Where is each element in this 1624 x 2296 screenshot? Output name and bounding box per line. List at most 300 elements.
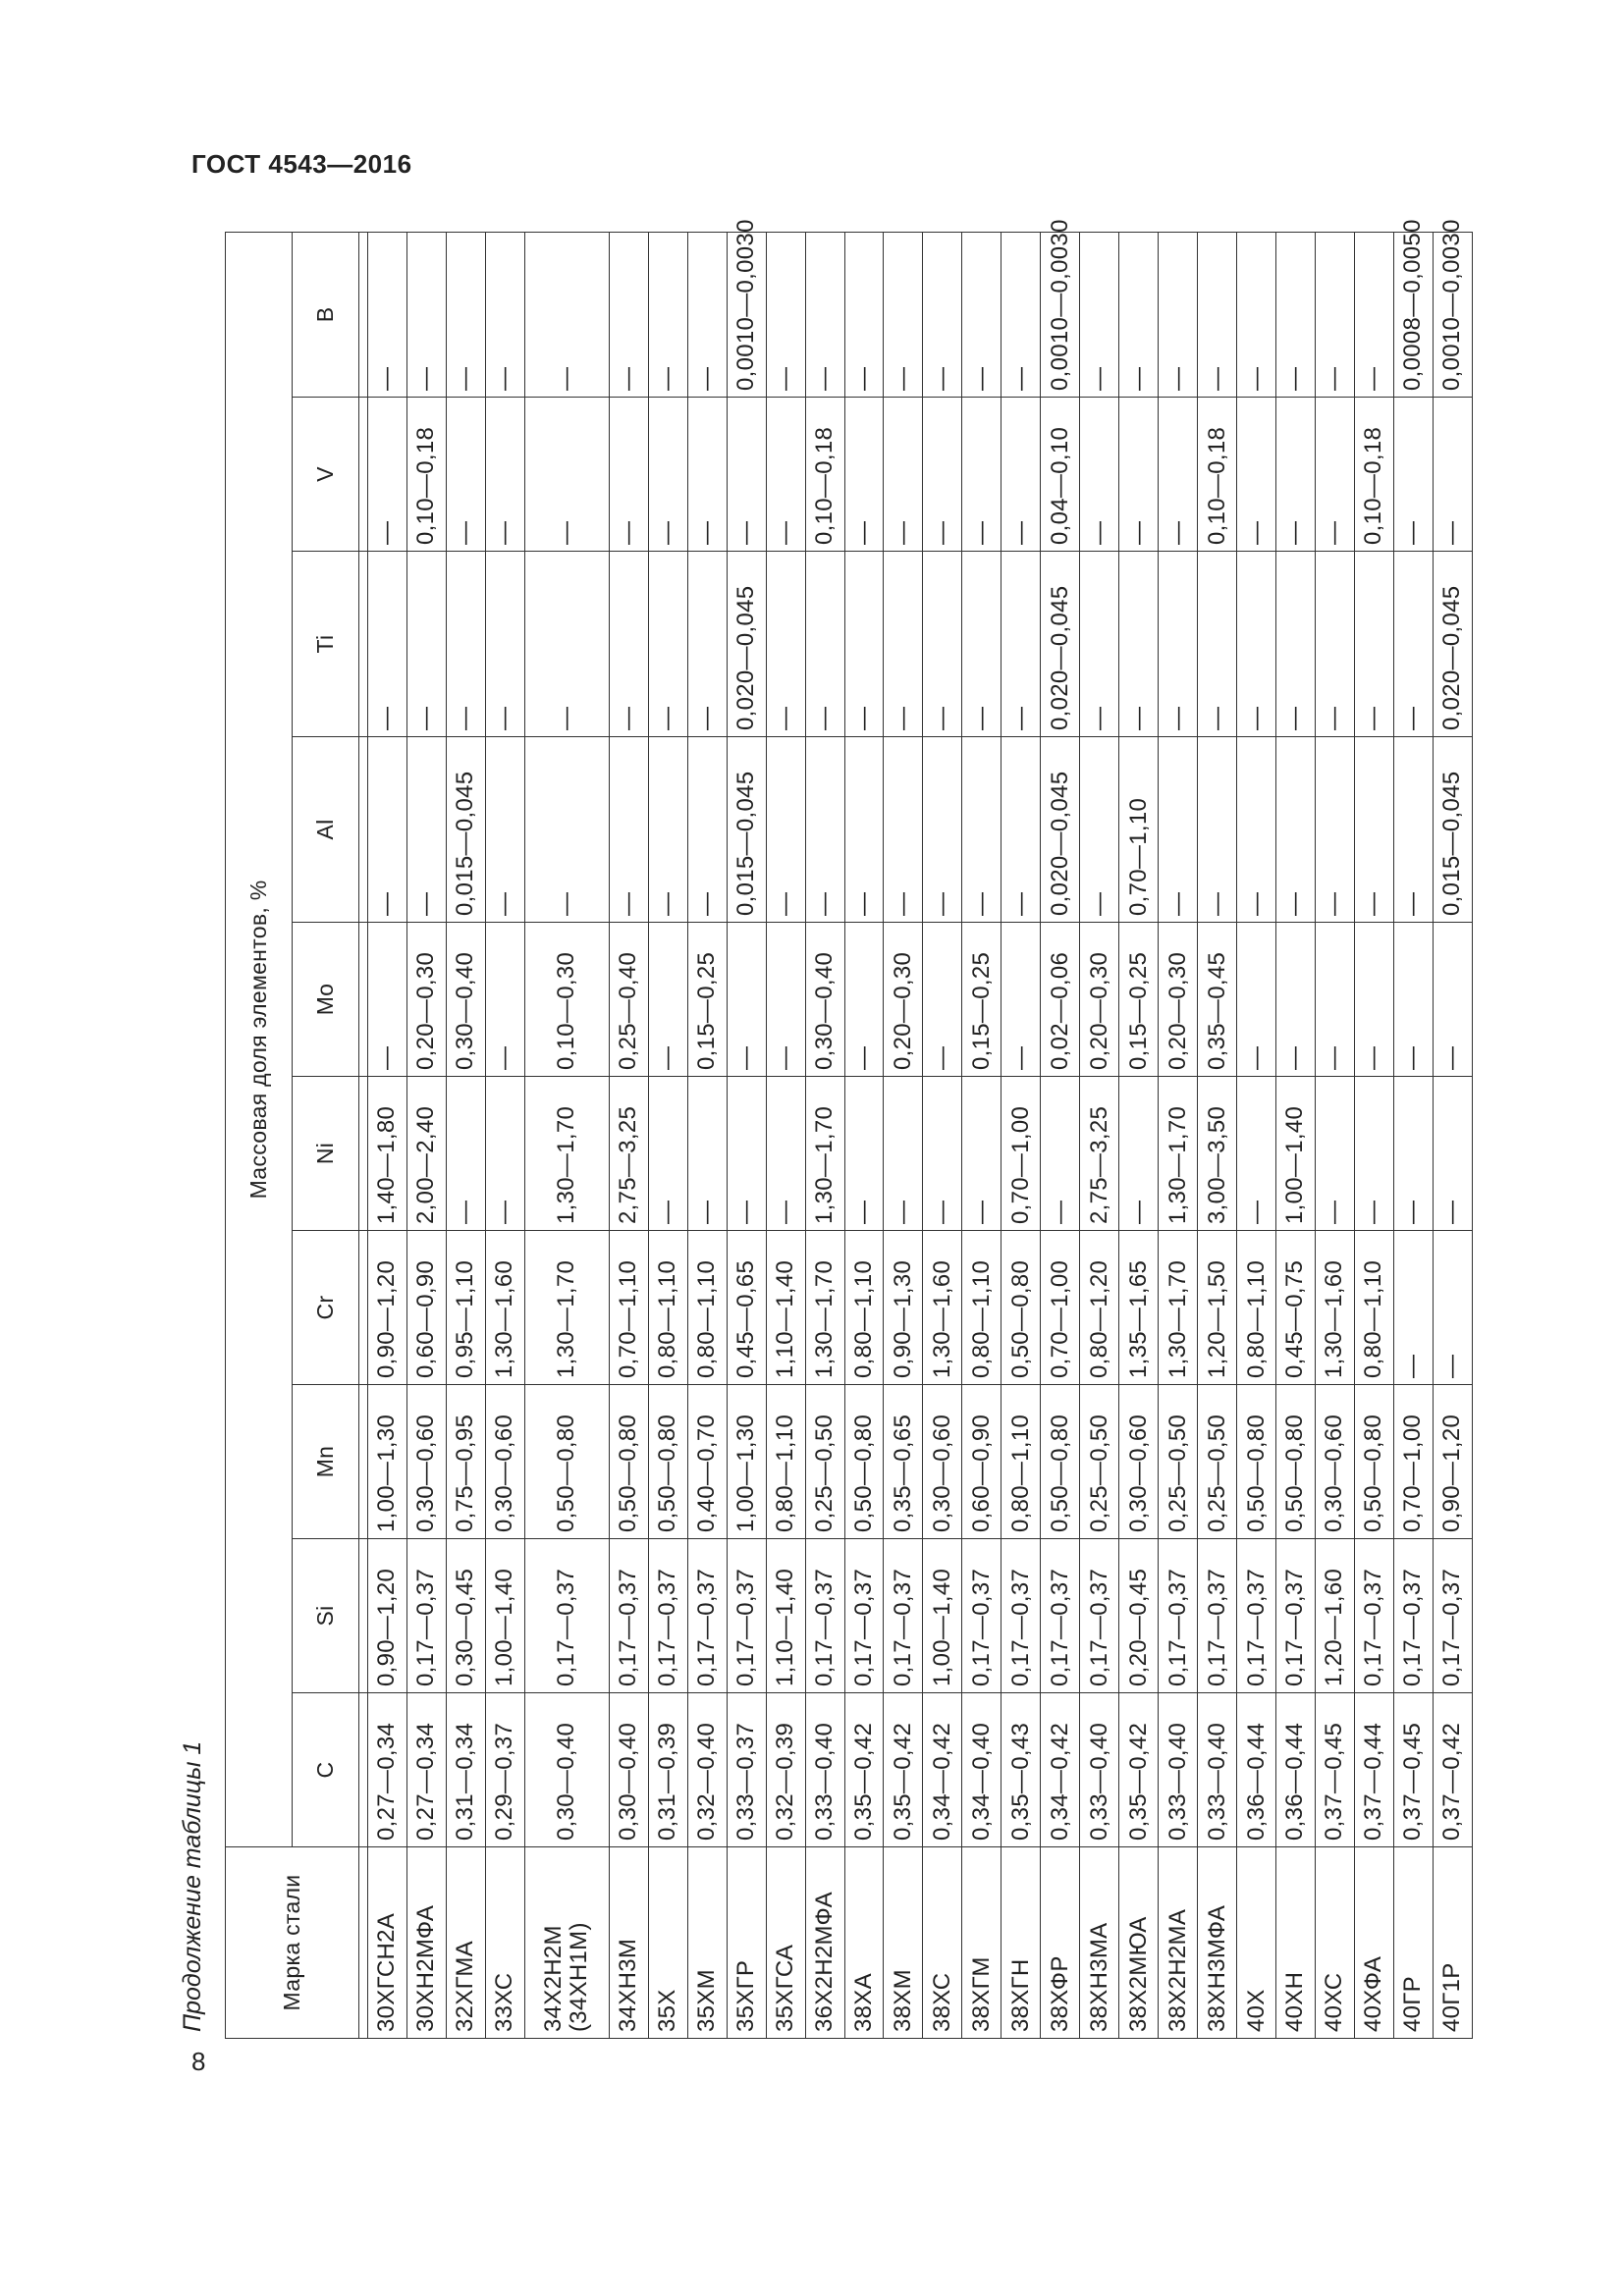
value-cell-si: 0,17—0,37 (844, 1539, 884, 1693)
value-cell-al: — (1354, 737, 1393, 923)
value-cell-mn: 0,60—0,90 (962, 1385, 1001, 1539)
value-cell-c: 0,37—0,45 (1393, 1693, 1433, 1847)
value-cell-al: — (406, 737, 446, 923)
value-cell-cr: 0,80—1,10 (1237, 1231, 1276, 1385)
value-cell-ni: 3,00—3,50 (1198, 1077, 1237, 1231)
value-cell-ti: — (687, 552, 727, 737)
value-cell-b: — (687, 232, 727, 397)
value-cell-cr: 0,95—1,10 (446, 1231, 485, 1385)
value-cell-mo: 0,20—0,30 (1080, 923, 1119, 1077)
table-row (1119, 232, 1159, 2038)
value-cell-c: 0,37—0,45 (1315, 1693, 1354, 1847)
steel-grade-cell: 30ХН2МФА (406, 1847, 446, 2039)
value-cell-ni: — (1393, 1077, 1433, 1231)
value-cell-ni: — (844, 1077, 884, 1231)
value-cell-al: — (805, 737, 844, 923)
value-cell-mn: 0,35—0,65 (884, 1385, 923, 1539)
value-cell-b: — (609, 232, 648, 397)
table-caption: Продолжение таблицы 1 (179, 1740, 206, 2032)
value-cell-c: 0,35—0,43 (1001, 1693, 1041, 1847)
rotated-table-wrapper (225, 219, 1473, 2039)
value-cell-mo: — (844, 923, 884, 1077)
value-cell-ni: — (884, 1077, 923, 1231)
value-cell-mo: — (1433, 923, 1472, 1077)
value-cell-v: — (485, 398, 524, 552)
value-cell-v: — (1315, 398, 1354, 552)
value-cell-ni: — (1119, 1077, 1159, 1231)
value-cell-c: 0,27—0,34 (406, 1693, 446, 1847)
value-cell-v: — (962, 398, 1001, 552)
table-row (648, 232, 687, 2038)
value-cell-mn: 0,40—0,70 (687, 1385, 727, 1539)
steel-grade-cell: 32ХГМА (446, 1847, 485, 2039)
element-header: Ti (293, 552, 359, 737)
value-cell-mn: 0,30—0,60 (1315, 1385, 1354, 1539)
value-cell-c: 0,31—0,39 (648, 1693, 687, 1847)
value-cell-ti: — (1198, 552, 1237, 737)
table-row (1159, 232, 1198, 2038)
value-cell-al: 0,020—0,045 (1041, 737, 1080, 923)
table-row (844, 232, 884, 2038)
value-cell-si: 0,17—0,37 (406, 1539, 446, 1693)
value-cell-mn: 0,30—0,60 (1119, 1385, 1159, 1539)
value-cell-c: 0,34—0,42 (923, 1693, 962, 1847)
value-cell-v: 0,10—0,18 (1198, 398, 1237, 552)
value-cell-b: 0,0010—0,0030 (1041, 232, 1080, 397)
value-cell-v: 0,10—0,18 (406, 398, 446, 552)
value-cell-b: — (1119, 232, 1159, 397)
element-header: Mo (293, 923, 359, 1077)
table-row (1315, 232, 1354, 2038)
steel-grade-cell: 35ХГР (727, 1847, 766, 2039)
value-cell-cr: 0,45—0,75 (1276, 1231, 1316, 1385)
value-cell-mo: 0,10—0,30 (524, 923, 609, 1077)
table-row (1001, 232, 1041, 2038)
value-cell-c: 0,33—0,37 (727, 1693, 766, 1847)
value-cell-si: 0,17—0,37 (609, 1539, 648, 1693)
value-cell-ti: — (1237, 552, 1276, 737)
value-cell-si: 1,10—1,40 (766, 1539, 805, 1693)
value-cell-mn: 0,75—0,95 (446, 1385, 485, 1539)
value-cell-cr: 1,30—1,70 (1159, 1231, 1198, 1385)
value-cell-b: — (1237, 232, 1276, 397)
value-cell-v: — (609, 398, 648, 552)
value-cell-al: — (368, 737, 407, 923)
value-cell-ni: — (923, 1077, 962, 1231)
value-cell-cr: 1,20—1,50 (1198, 1231, 1237, 1385)
value-cell-v: — (1119, 398, 1159, 552)
value-cell-al: — (884, 737, 923, 923)
steel-composition-table (225, 219, 1473, 2039)
value-cell-si: 1,00—1,40 (923, 1539, 962, 1693)
value-cell-ni: — (1315, 1077, 1354, 1231)
table-row (766, 232, 805, 2038)
element-header: C (293, 1693, 359, 1847)
value-cell-mo: 0,20—0,30 (884, 923, 923, 1077)
value-cell-c: 0,34—0,42 (1041, 1693, 1080, 1847)
value-cell-cr: 1,10—1,40 (766, 1231, 805, 1385)
value-cell-mo: — (1315, 923, 1354, 1077)
value-cell-c: 0,34—0,40 (962, 1693, 1001, 1847)
value-cell-c: 0,32—0,39 (766, 1693, 805, 1847)
value-cell-cr: — (1393, 1231, 1433, 1385)
value-cell-ti: — (1159, 552, 1198, 737)
value-cell-ti: — (923, 552, 962, 737)
table-row (1237, 232, 1276, 2038)
table-row (1276, 232, 1316, 2038)
value-cell-cr: 1,35—1,65 (1119, 1231, 1159, 1385)
value-cell-b: — (1001, 232, 1041, 397)
value-cell-al: — (485, 737, 524, 923)
value-cell-mo: 0,02—0,06 (1041, 923, 1080, 1077)
value-cell-v: — (1080, 398, 1119, 552)
value-cell-al: 0,015—0,045 (1433, 737, 1472, 923)
value-cell-b: — (1315, 232, 1354, 397)
value-cell-si: 0,17—0,37 (1237, 1539, 1276, 1693)
value-cell-c: 0,32—0,40 (687, 1693, 727, 1847)
value-cell-b: — (1354, 232, 1393, 397)
value-cell-mo: 0,30—0,40 (805, 923, 844, 1077)
value-cell-mn: 0,50—0,80 (1041, 1385, 1080, 1539)
element-header: V (293, 398, 359, 552)
value-cell-al: 0,70—1,10 (1119, 737, 1159, 923)
value-cell-b: — (368, 232, 407, 397)
steel-grade-cell: 40ХФА (1354, 1847, 1393, 2039)
table-row (1198, 232, 1237, 2038)
value-cell-ni: — (1237, 1077, 1276, 1231)
value-cell-v: 0,10—0,18 (1354, 398, 1393, 552)
value-cell-si: 0,17—0,37 (962, 1539, 1001, 1693)
value-cell-si: 0,17—0,37 (1198, 1539, 1237, 1693)
table-row (1433, 232, 1472, 2038)
value-cell-al: — (1315, 737, 1354, 923)
value-cell-cr: 0,90—1,30 (884, 1231, 923, 1385)
table-body (368, 219, 1473, 2038)
value-cell-v: 0,10—0,18 (805, 398, 844, 552)
value-cell-cr: 0,45—0,65 (727, 1231, 766, 1385)
value-cell-ni: 2,75—3,25 (1080, 1077, 1119, 1231)
value-cell-al: — (962, 737, 1001, 923)
steel-grade-cell: 38ХА (844, 1847, 884, 2039)
steel-grade-cell: 38ХГН (1001, 1847, 1041, 2039)
value-cell-ni: 1,40—1,80 (368, 1077, 407, 1231)
value-cell-b: — (962, 232, 1001, 397)
element-header: Si (293, 1539, 359, 1693)
table-row (609, 232, 648, 2038)
value-cell-ti: — (805, 552, 844, 737)
value-cell-si: 0,17—0,37 (1159, 1539, 1198, 1693)
value-cell-ni: — (687, 1077, 727, 1231)
table-row (1354, 232, 1393, 2038)
value-cell-si: 0,17—0,37 (524, 1539, 609, 1693)
value-cell-v: — (1433, 398, 1472, 552)
value-cell-mn: 0,50—0,80 (844, 1385, 884, 1539)
value-cell-mn: 0,30—0,60 (406, 1385, 446, 1539)
value-cell-mo: — (923, 923, 962, 1077)
value-cell-c: 0,35—0,42 (844, 1693, 884, 1847)
value-cell-mn: 0,50—0,80 (648, 1385, 687, 1539)
value-cell-si: 1,00—1,40 (485, 1539, 524, 1693)
value-cell-mn: 0,80—1,10 (766, 1385, 805, 1539)
value-cell-al: — (1159, 737, 1198, 923)
value-cell-al: — (1276, 737, 1316, 923)
value-cell-ni: 1,30—1,70 (524, 1077, 609, 1231)
value-cell-mo: — (727, 923, 766, 1077)
value-cell-mn: 0,50—0,80 (1354, 1385, 1393, 1539)
value-cell-cr: 1,30—1,60 (485, 1231, 524, 1385)
value-cell-si: 0,30—0,45 (446, 1539, 485, 1693)
steel-grade-cell: 35Х (648, 1847, 687, 2039)
value-cell-al: 0,015—0,045 (727, 737, 766, 923)
value-cell-mo: 0,20—0,30 (406, 923, 446, 1077)
value-cell-al: — (687, 737, 727, 923)
value-cell-b: — (524, 232, 609, 397)
steel-grade-cell: 38ХН3МФА (1198, 1847, 1237, 2039)
value-cell-c: 0,33—0,40 (1159, 1693, 1198, 1847)
value-cell-c: 0,36—0,44 (1276, 1693, 1316, 1847)
table-row (727, 232, 766, 2038)
value-cell-ti: — (1354, 552, 1393, 737)
value-cell-al: — (1080, 737, 1119, 923)
value-cell-cr: 0,60—0,90 (406, 1231, 446, 1385)
value-cell-v: — (766, 398, 805, 552)
grade-column-header: Марка стали (226, 1847, 359, 2039)
steel-grade-cell: 34Х2Н2М (34ХН1М) (524, 1847, 609, 2039)
steel-grade-cell: 40Х (1237, 1847, 1276, 2039)
value-cell-mo: — (1354, 923, 1393, 1077)
value-cell-al: — (648, 737, 687, 923)
value-cell-ti: 0,020—0,045 (1041, 552, 1080, 737)
value-cell-ti: — (368, 552, 407, 737)
value-cell-mn: 0,50—0,80 (1237, 1385, 1276, 1539)
value-cell-b: — (648, 232, 687, 397)
value-cell-mn: 0,50—0,80 (524, 1385, 609, 1539)
value-cell-al: — (766, 737, 805, 923)
value-cell-ti: — (1393, 552, 1433, 737)
value-cell-ti: — (1080, 552, 1119, 737)
value-cell-mn: 0,25—0,50 (1080, 1385, 1119, 1539)
value-cell-cr: 0,80—1,10 (687, 1231, 727, 1385)
value-cell-c: 0,27—0,34 (368, 1693, 407, 1847)
value-cell-v: — (446, 398, 485, 552)
document-header: ГОСТ 4543—2016 (191, 149, 412, 179)
value-cell-si: 0,17—0,37 (1041, 1539, 1080, 1693)
value-cell-ni: — (648, 1077, 687, 1231)
value-cell-mn: 0,50—0,80 (1276, 1385, 1316, 1539)
steel-grade-cell: 40Г1Р (1433, 1847, 1472, 2039)
value-cell-c: 0,31—0,34 (446, 1693, 485, 1847)
element-header: Cr (293, 1231, 359, 1385)
value-cell-mo: — (1276, 923, 1316, 1077)
value-cell-ni: — (1354, 1077, 1393, 1231)
value-cell-ni: 1,30—1,70 (1159, 1077, 1198, 1231)
mass-fraction-header: Массовая доля элементов, % (226, 232, 293, 1846)
value-cell-c: 0,36—0,44 (1237, 1693, 1276, 1847)
value-cell-v: — (1159, 398, 1198, 552)
steel-grade-cell: 33ХС (485, 1847, 524, 2039)
value-cell-mn: 0,50—0,80 (609, 1385, 648, 1539)
table-row (446, 232, 485, 2038)
value-cell-c: 0,30—0,40 (609, 1693, 648, 1847)
value-cell-al: — (524, 737, 609, 923)
value-cell-ni: 1,00—1,40 (1276, 1077, 1316, 1231)
value-cell-ni: — (1433, 1077, 1472, 1231)
value-cell-al: 0,015—0,045 (446, 737, 485, 923)
value-cell-cr: 0,80—1,10 (844, 1231, 884, 1385)
steel-grade-cell: 40ХС (1315, 1847, 1354, 2039)
table-row (485, 232, 524, 2038)
value-cell-si: 0,17—0,37 (1080, 1539, 1119, 1693)
value-cell-ti: — (524, 552, 609, 737)
value-cell-cr: 1,30—1,60 (1315, 1231, 1354, 1385)
value-cell-si: 0,17—0,37 (1001, 1539, 1041, 1693)
steel-grade-cell: 38ХМ (884, 1847, 923, 2039)
value-cell-cr: — (1433, 1231, 1472, 1385)
value-cell-ni: 0,70—1,00 (1001, 1077, 1041, 1231)
value-cell-si: 0,90—1,20 (368, 1539, 407, 1693)
value-cell-mn: 0,30—0,60 (485, 1385, 524, 1539)
value-cell-v: — (1001, 398, 1041, 552)
value-cell-mn: 0,25—0,50 (1198, 1385, 1237, 1539)
value-cell-ni: 1,30—1,70 (805, 1077, 844, 1231)
value-cell-si: 0,17—0,37 (1393, 1539, 1433, 1693)
value-cell-si: 1,20—1,60 (1315, 1539, 1354, 1693)
element-header: Ni (293, 1077, 359, 1231)
value-cell-ti: 0,020—0,045 (1433, 552, 1472, 737)
steel-grade-cell: 40ХН (1276, 1847, 1316, 2039)
value-cell-si: 0,17—0,37 (687, 1539, 727, 1693)
value-cell-b: — (805, 232, 844, 397)
value-cell-mo: — (368, 923, 407, 1077)
value-cell-al: — (1393, 737, 1433, 923)
value-cell-c: 0,35—0,42 (1119, 1693, 1159, 1847)
element-header: Mn (293, 1385, 359, 1539)
value-cell-ti: — (446, 552, 485, 737)
value-cell-si: 0,17—0,37 (727, 1539, 766, 1693)
value-cell-mn: 0,70—1,00 (1393, 1385, 1433, 1539)
table-row (805, 232, 844, 2038)
value-cell-c: 0,33—0,40 (805, 1693, 844, 1847)
value-cell-v: — (727, 398, 766, 552)
value-cell-cr: 1,30—1,60 (923, 1231, 962, 1385)
value-cell-c: 0,30—0,40 (524, 1693, 609, 1847)
value-cell-cr: 0,80—1,10 (962, 1231, 1001, 1385)
value-cell-mo: — (1001, 923, 1041, 1077)
value-cell-ti: — (766, 552, 805, 737)
value-cell-ni: — (485, 1077, 524, 1231)
value-cell-ti: — (1315, 552, 1354, 737)
value-cell-mn: 0,30—0,60 (923, 1385, 962, 1539)
value-cell-ni: — (962, 1077, 1001, 1231)
page-number: 8 (191, 2047, 206, 2076)
table-row (368, 232, 407, 2038)
value-cell-al: — (1198, 737, 1237, 923)
value-cell-mn: 1,00—1,30 (368, 1385, 407, 1539)
value-cell-mo: — (485, 923, 524, 1077)
steel-grade-cell: 38ХС (923, 1847, 962, 2039)
value-cell-v: — (368, 398, 407, 552)
value-cell-al: — (844, 737, 884, 923)
value-cell-v: — (923, 398, 962, 552)
table-row (406, 232, 446, 2038)
value-cell-ti: — (406, 552, 446, 737)
value-cell-v: — (687, 398, 727, 552)
value-cell-mn: 0,25—0,50 (1159, 1385, 1198, 1539)
value-cell-mo: — (648, 923, 687, 1077)
table-row (1041, 232, 1080, 2038)
value-cell-mo: — (766, 923, 805, 1077)
value-cell-b: — (1276, 232, 1316, 397)
value-cell-ni: 2,00—2,40 (406, 1077, 446, 1231)
value-cell-v: — (1237, 398, 1276, 552)
table-row (923, 232, 962, 2038)
value-cell-v: — (884, 398, 923, 552)
table-row (1393, 232, 1433, 2038)
value-cell-v: — (1276, 398, 1316, 552)
value-cell-ti: — (884, 552, 923, 737)
steel-grade-cell: 40ГР (1393, 1847, 1433, 2039)
value-cell-ti: — (1001, 552, 1041, 737)
value-cell-mo: — (1393, 923, 1433, 1077)
table-row (1080, 232, 1119, 2038)
value-cell-c: 0,35—0,42 (884, 1693, 923, 1847)
value-cell-cr: 0,80—1,20 (1080, 1231, 1119, 1385)
value-cell-ti: — (1119, 552, 1159, 737)
value-cell-b: 0,0010—0,0030 (1433, 232, 1472, 397)
value-cell-mo: 0,30—0,40 (446, 923, 485, 1077)
value-cell-cr: 0,50—0,80 (1001, 1231, 1041, 1385)
value-cell-si: 0,17—0,37 (805, 1539, 844, 1693)
value-cell-ti: — (962, 552, 1001, 737)
steel-grade-cell: 38ХГМ (962, 1847, 1001, 2039)
value-cell-ni: 2,75—3,25 (609, 1077, 648, 1231)
value-cell-b: 0,0010—0,0030 (727, 232, 766, 397)
value-cell-al: — (923, 737, 962, 923)
value-cell-mn: 0,80—1,10 (1001, 1385, 1041, 1539)
steel-grade-cell: 38ХФР (1041, 1847, 1080, 2039)
value-cell-mo: 0,35—0,45 (1198, 923, 1237, 1077)
value-cell-si: 0,20—0,45 (1119, 1539, 1159, 1693)
steel-grade-cell: 38ХН3МА (1080, 1847, 1119, 2039)
value-cell-mo: 0,15—0,25 (962, 923, 1001, 1077)
value-cell-b: — (1159, 232, 1198, 397)
value-cell-ti: — (1276, 552, 1316, 737)
value-cell-v: — (524, 398, 609, 552)
value-cell-ni: — (446, 1077, 485, 1231)
value-cell-b: — (884, 232, 923, 397)
value-cell-b: — (406, 232, 446, 397)
steel-grade-cell: 30ХГСН2А (368, 1847, 407, 2039)
value-cell-ni: — (1041, 1077, 1080, 1231)
value-cell-si: 0,17—0,37 (648, 1539, 687, 1693)
value-cell-c: 0,33—0,40 (1080, 1693, 1119, 1847)
value-cell-ti: — (485, 552, 524, 737)
value-cell-ti: — (648, 552, 687, 737)
value-cell-ti: — (844, 552, 884, 737)
table-row (962, 232, 1001, 2038)
table-row (524, 232, 609, 2038)
value-cell-mo: 0,15—0,25 (687, 923, 727, 1077)
value-cell-b: — (923, 232, 962, 397)
value-cell-cr: 0,80—1,10 (1354, 1231, 1393, 1385)
value-cell-v: — (648, 398, 687, 552)
value-cell-mo: 0,20—0,30 (1159, 923, 1198, 1077)
steel-grade-cell: 38Х2МЮА (1119, 1847, 1159, 2039)
value-cell-si: 0,17—0,37 (1354, 1539, 1393, 1693)
value-cell-b: — (446, 232, 485, 397)
value-cell-mo: — (1237, 923, 1276, 1077)
value-cell-cr: 0,80—1,10 (648, 1231, 687, 1385)
